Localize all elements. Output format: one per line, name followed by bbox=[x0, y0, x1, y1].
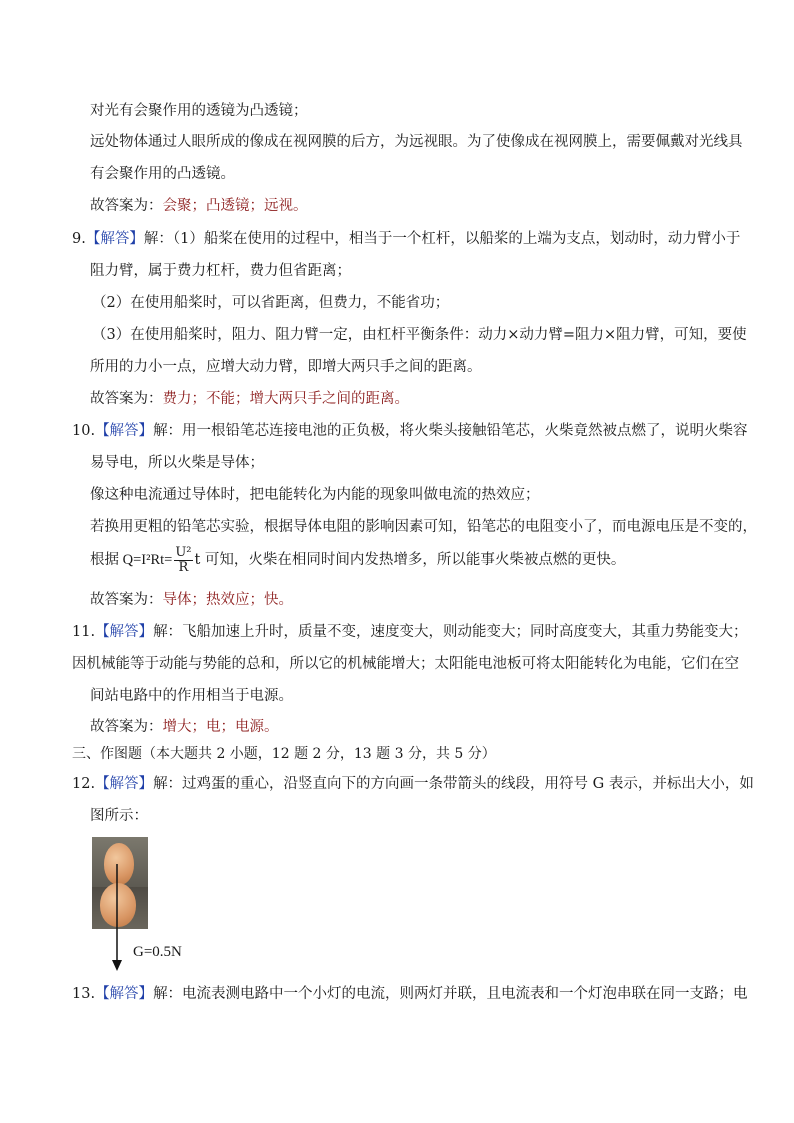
question-number: 10. bbox=[72, 423, 96, 439]
question-9 bbox=[72, 229, 740, 249]
question-13 bbox=[72, 984, 748, 1004]
answer-text: 导体；热效应；快。 bbox=[162, 592, 293, 608]
text-line: 远处物体通过人眼所成的像成在视网膜的后方，为远视眼。为了使像成在视网膜上，需要佩戴对光线具 bbox=[90, 134, 743, 150]
answer-tag: 【解答】 bbox=[95, 776, 154, 792]
question-text: 解：过鸡蛋的重心，沿竖直向下的方向画一条带箭头的线段，用符号 G 表示，并标出大小，如 bbox=[153, 776, 754, 792]
answer-text: 费力；不能；增大两只手之间的距离。 bbox=[162, 391, 409, 407]
text-line: 图所示： bbox=[90, 808, 148, 824]
formula-tail: t 可知，火柴在相同时间内发热增多，所以能事火柴被点燃的更快。 bbox=[194, 552, 626, 568]
text-line: 因机械能等于动能与势能的总和，所以它的机械能增大；太阳能电池板可将太阳能转化为电能，它们在空 bbox=[72, 656, 739, 672]
answer-tag: 【解答】 bbox=[95, 624, 154, 640]
answer-prefix: 故答案为： bbox=[90, 719, 163, 735]
answer-tag: 【解答】 bbox=[85, 231, 144, 247]
question-number: 12. bbox=[72, 776, 96, 792]
answer-line bbox=[90, 196, 308, 216]
question-text: 解：电流表测电路中一个小灯的电流，则两灯并联，且电流表和一个灯泡串联在同一支路；电 bbox=[153, 986, 748, 1002]
gravity-arrow bbox=[110, 860, 124, 972]
question-number: 9. bbox=[72, 231, 86, 247]
answer-prefix: 故答案为： bbox=[90, 391, 163, 407]
answer-tag: 【解答】 bbox=[95, 423, 154, 439]
answer-prefix: 故答案为： bbox=[90, 198, 163, 214]
question-text: 解：（1）船桨在使用的过程中，相当于一个杠杆，以船桨的上端为支点，划动时，动力臂小于 bbox=[143, 231, 741, 247]
fraction bbox=[174, 546, 192, 575]
answer-line bbox=[90, 590, 293, 610]
answer-prefix: 故答案为： bbox=[90, 592, 163, 608]
text-line: 易导电，所以火柴是导体； bbox=[90, 455, 264, 471]
text-line: （3）在使用船桨时，阻力、阻力臂一定，由杠杆平衡条件：动力×动力臂=阻力×阻力臂，可知，要使 bbox=[92, 327, 747, 343]
text-line: 对光有会聚作用的透镜为凸透镜； bbox=[90, 103, 308, 119]
question-number: 13. bbox=[72, 986, 96, 1002]
fraction-denominator: R bbox=[178, 559, 189, 575]
answer-text: 增大；电；电源。 bbox=[162, 719, 279, 735]
question-number: 11. bbox=[72, 624, 96, 640]
answer-line bbox=[90, 717, 279, 737]
question-12 bbox=[72, 774, 754, 794]
formula-line bbox=[90, 542, 625, 578]
formula-text: 根据 Q=I²Rt= bbox=[90, 552, 173, 568]
text-line: （2）在使用船桨时，可以省距离，但费力，不能省功； bbox=[92, 295, 450, 311]
answer-tag: 【解答】 bbox=[95, 986, 154, 1002]
arrow-head bbox=[112, 960, 122, 971]
text-line: 阻力臂，属于费力杠杆，费力但省距离； bbox=[90, 263, 351, 279]
fraction-numerator: U² bbox=[175, 544, 192, 560]
question-text: 解：用一根铅笔芯连接电池的正负极，将火柴头接触铅笔芯，火柴竟然被点燃了，说明火柴容 bbox=[153, 423, 748, 439]
answer-text: 会聚；凸透镜；远视。 bbox=[162, 198, 308, 214]
question-text: 解：飞船加速上升时，质量不变，速度变大，则动能变大；同时高度变大，其重力势能变大； bbox=[153, 624, 748, 640]
text-line: 像这种电流通过导体时，把电能转化为内能的现象叫做电流的热效应； bbox=[90, 487, 540, 503]
text-line: 若换用更粗的铅笔芯实验，根据导体电阻的影响因素可知，铅笔芯的电阻变小了，而电源电压是不变的， bbox=[90, 519, 757, 535]
section-heading: 三、作图题（本大题共 2 小题，12 题 2 分，13 题 3 分，共 5 分） bbox=[72, 746, 496, 762]
answer-line bbox=[90, 389, 409, 409]
text-line: 所用的力小一点，应增大动力臂，即增大两只手之间的距离。 bbox=[90, 359, 482, 375]
question-10 bbox=[72, 421, 748, 441]
text-line: 间站电路中的作用相当于电源。 bbox=[90, 688, 293, 704]
question-11 bbox=[72, 622, 748, 642]
force-label: G=0.5N bbox=[133, 944, 182, 960]
text-line: 有会聚作用的凸透镜。 bbox=[90, 166, 235, 182]
